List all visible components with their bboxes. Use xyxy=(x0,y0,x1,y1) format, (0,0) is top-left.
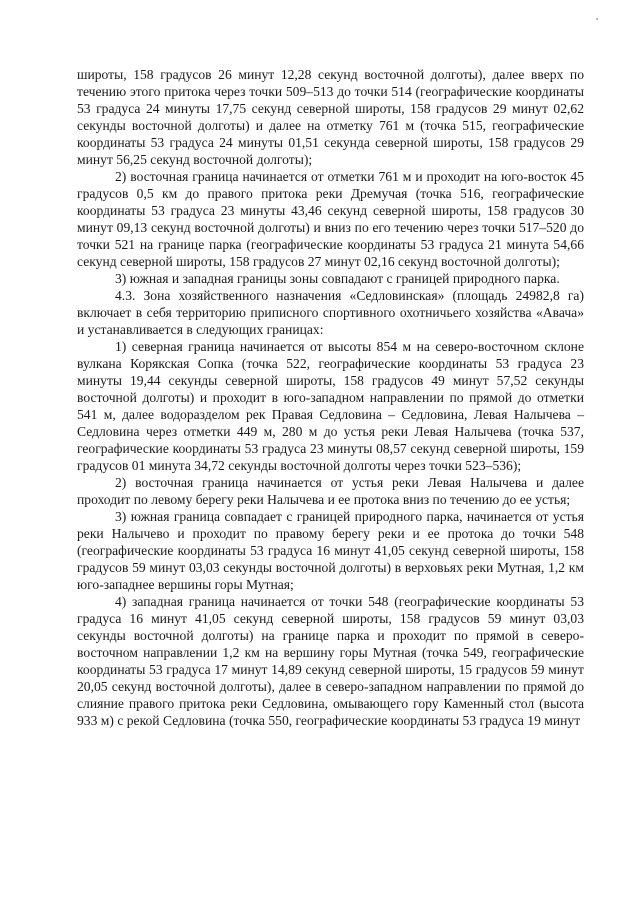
paragraph-east-boundary-2: 2) восточная граница начинается от устья реки Левая Налычева и далее проходит по левому берегу реки Налычева и ее протока вниз по течению до ее устья; xyxy=(77,475,584,507)
scan-speck xyxy=(596,18,598,20)
paragraph-east-boundary: 2) восточная граница начинается от отметки 761 м и проходит на юго-восток 45 градусов 0,5 км до правого притока реки Дремучая (точка 516, географические координаты 53 градуса 23 минуты 43,46 секунд северной широты, 158 градусов 30 минут 09,13 секунд восточной долготы) и вниз по его течению через точки 517–520 до точки 521 на границе парка (географические координаты 53 градуса 21 минута 54,66 секунд северной широты, 158 градусов 27 минут 02,16 секунд восточной долготы); xyxy=(77,169,584,269)
paragraph-south-west-boundary: 3) южная и западная границы зоны совпадают с границей природного парка. xyxy=(115,271,560,286)
paragraph-continuation: широты, 158 градусов 26 минут 12,28 секунд восточной долготы), далее вверх по течению этого притока через точки 509–513 до точки 514 (географические координаты 53 градуса 24 минуты 17,75 секунд северной широты, 158 градусов 29 минут 02,62 секунды восточной долготы) и далее на отметку 761 м (точка 515, географические координаты 53 градуса 24 минуты 01,51 секунда северной широты, 158 градусов 29 минут 56,25 секунд восточной долготы); xyxy=(77,67,584,167)
paragraph-west-boundary: 4) западная граница начинается от точки 548 (географические координаты 53 градуса 16 минут 41,05 секунд северной широты, 158 градусов 59 минут 03,03 секунды восточной долготы) на границе парка и проходит по прямой в северо-восточном направлении 1,2 км на вершину горы Мутная (точка 549, географические координаты 53 градуса 17 минут 14,89 секунд северной широты, 15 градусов 59 минут 20,05 секунд восточной долготы), далее в северо-западном направлении по прямой до слияние правого притока реки Седловина, омывающего гору Каменный стол (высота 933 м) с рекой Седловина (точка 550, географические координаты 53 градуса 19 минут xyxy=(77,594,584,728)
paragraph-north-boundary: 1) северная граница начинается от высоты 854 м на северо-восточном склоне вулкана Корякская Сопка (точка 522, географические координаты 53 градуса 23 минуты 19,44 секунды северной широты, 158 градусов 49 минут 57,52 секунды восточной долготы) и проходит в юго-западном направлении по прямой до отметки 541 м, далее водоразделом рек Правая Седловина – Седловина, Левая Налычева – Седловина через отметки 449 м, 280 м до устья реки Левая Налычева (точка 537, географические координаты 53 градуса 23 минуты 08,57 секунд северной широты, 159 градусов 01 минута 34,72 секунды восточной долготы через точки 523–536); xyxy=(77,339,584,473)
paragraph-zone-4-3: 4.3. Зона хозяйственного назначения «Седловинская» (площадь 24982,8 га) включает в себя территорию приписного спортивного охотничьего хозяйства «Авача» и устанавливается в следующих границах: xyxy=(77,288,584,337)
paragraph-south-boundary: 3) южная граница совпадает с границей природного парка, начинается от устья реки Налычево и проходит по правому берегу реки и ее протока до точки 548 (географические координаты 53 градуса 16 минут 41,05 секунд северной широты, 158 градусов 59 минут 03,03 секунды восточной долготы) в верховьях реки Мутная, 1,2 км юго-западнее вершины горы Мутная; xyxy=(77,509,584,592)
